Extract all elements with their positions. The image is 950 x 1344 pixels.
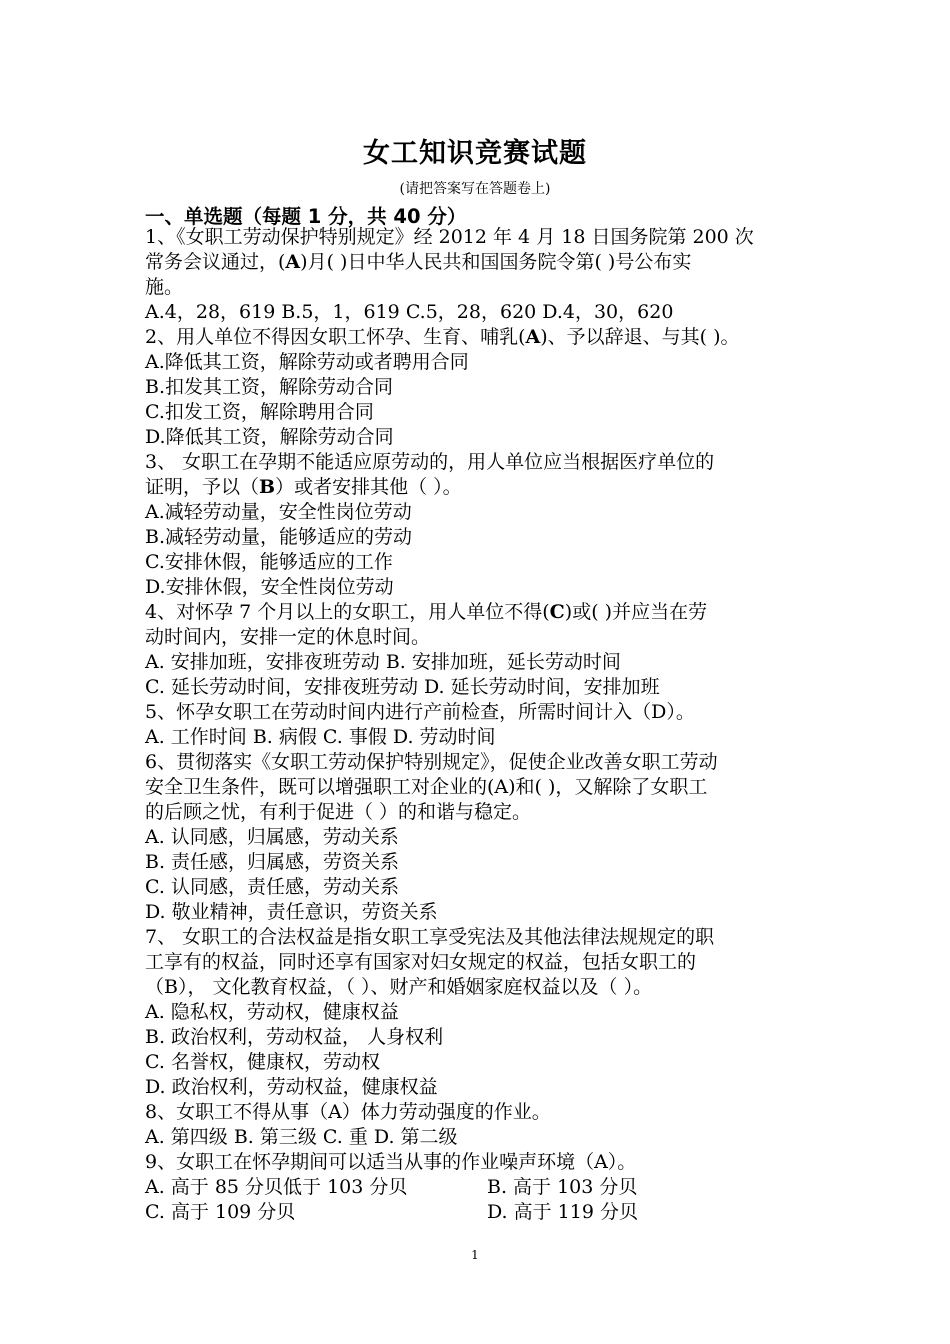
- page-title: 女工知识竞赛试题: [363, 138, 587, 169]
- q7-line3: （B）， 文化教育权益，（ ）、财产和婚姻家庭权益以及（ ）。: [145, 976, 653, 998]
- q6-option-a: A. 认同感，归属感，劳动关系: [145, 826, 399, 848]
- q9-options-cd: [145, 1200, 813, 1225]
- q3-line1: 3、 女职工在孕期不能适应原劳动的，用人单位应当根据医疗单位的: [145, 451, 715, 473]
- q5-line1: 5、怀孕女职工在劳动时间内进行产前检查，所需时间计入（D）。: [145, 701, 695, 723]
- q9-line1: 9、女职工在怀孕期间可以适当从事的作业噪声环境（A）。: [145, 1151, 637, 1173]
- q4-line2: 动时间内，安排一定的休息时间。: [145, 626, 431, 648]
- q9-options-ab: [145, 1175, 813, 1200]
- q9-option-d: D. 高于 119 分贝: [487, 1201, 638, 1223]
- q3-text-b: ）或者安排其他（ ）。: [275, 476, 462, 498]
- q3-line2: [145, 475, 813, 500]
- q4-text-b: )或( )并应当在劳: [564, 601, 708, 623]
- q7-option-c: C. 名誉权，健康权，劳动权: [145, 1051, 380, 1073]
- page-number: 1: [471, 1248, 479, 1262]
- q6-line3: 的后顾之忧，有利于促进（ ）的和谐与稳定。: [145, 801, 532, 823]
- q7-line1: 7、 女职工的合法权益是指女职工享受宪法及其他法律法规规定的职: [145, 926, 715, 948]
- q1-line1: 1、《女职工劳动保护特别规定》经 2012 年 4 月 18 日国务院第 200 次: [145, 226, 754, 248]
- q2-text-a: 2、用人单位不得因女职工怀孕、生育、哺乳(: [145, 326, 526, 348]
- q1-line2: [145, 250, 813, 275]
- q3-answer: B: [259, 476, 276, 498]
- page-subtitle: (请把答案写在答题卷上): [399, 181, 551, 197]
- q9-option-c: C. 高于 109 分贝: [145, 1201, 296, 1223]
- q2-answer: A: [525, 326, 541, 348]
- q9-option-a: A. 高于 85 分贝低于 103 分贝: [145, 1176, 408, 1198]
- q4-options-cd: C. 延长劳动时间，安排夜班劳动 D. 延长劳动时间，安排加班: [145, 676, 660, 698]
- q5-options: A. 工作时间 B. 病假 C. 事假 D. 劳动时间: [145, 726, 496, 748]
- q2-option-a: A.降低其工资，解除劳动或者聘用合同: [145, 351, 469, 373]
- q6-option-d: D. 敬业精神，责任意识，劳资关系: [145, 901, 438, 923]
- q4-text-a: 4、对怀孕 7 个月以上的女职工，用人单位不得(: [145, 601, 550, 623]
- q3-text-a: 证明，予以（: [145, 476, 260, 498]
- question-list: [145, 225, 813, 1225]
- q2-text-b: )、予以辞退、与其( )。: [540, 326, 740, 348]
- q1-text-b: )月( )日中华人民共和国国务院令第( )号公布实: [300, 251, 692, 273]
- q9-option-b: B. 高于 103 分贝: [487, 1176, 638, 1198]
- q8-line1: 8、女职工不得从事（A）体力劳动强度的作业。: [145, 1101, 551, 1123]
- q6-line1: 6、贯彻落实《女职工劳动保护特别规定》，促使企业改善女职工劳动: [145, 751, 718, 773]
- q1-options: A.4，28，619 B.5，1，619 C.5，28，620 D.4，30，620: [145, 301, 674, 323]
- q4-answer: C: [549, 601, 565, 623]
- q6-option-b: B. 责任感，归属感，劳资关系: [145, 851, 400, 873]
- q2-line1: [145, 325, 813, 350]
- q7-option-d: D. 政治权利，劳动权益，健康权益: [145, 1076, 438, 1098]
- q1-line3: 施。: [145, 276, 184, 298]
- q8-options: A. 第四级 B. 第三级 C. 重 D. 第二级: [145, 1126, 458, 1148]
- q2-option-d: D.降低其工资，解除劳动合同: [145, 426, 394, 448]
- q4-line1: [145, 600, 813, 625]
- q2-option-c: C.扣发工资，解除聘用合同: [145, 401, 374, 423]
- q4-options-ab: A. 安排加班，安排夜班劳动 B. 安排加班，延长劳动时间: [145, 651, 621, 673]
- section-heading: 一、单选题（每题 1 分，共 40 分）: [145, 205, 467, 228]
- q2-option-b: B.扣发其工资，解除劳动合同: [145, 376, 394, 398]
- q3-option-c: C.安排休假，能够适应的工作: [145, 551, 393, 573]
- q6-option-c: C. 认同感，责任感，劳动关系: [145, 876, 399, 898]
- q3-option-b: B.减轻劳动量，能够适应的劳动: [145, 526, 413, 548]
- q3-option-d: D.安排休假，安全性岗位劳动: [145, 576, 394, 598]
- q7-line2: 工享有的权益，同时还享有国家对妇女规定的权益，包括女职工的: [145, 951, 697, 973]
- q1-answer: A: [285, 251, 301, 273]
- q3-option-a: A.减轻劳动量，安全性岗位劳动: [145, 501, 412, 523]
- q7-option-a: A. 隐私权，劳动权，健康权益: [145, 1001, 399, 1023]
- q6-line2: 安全卫生条件，既可以增强职工对企业的(A)和( )，又解除了女职工: [145, 776, 708, 798]
- q7-option-b: B. 政治权利，劳动权益， 人身权利: [145, 1026, 444, 1048]
- q1-text-a: 常务会议通过，(: [145, 251, 286, 273]
